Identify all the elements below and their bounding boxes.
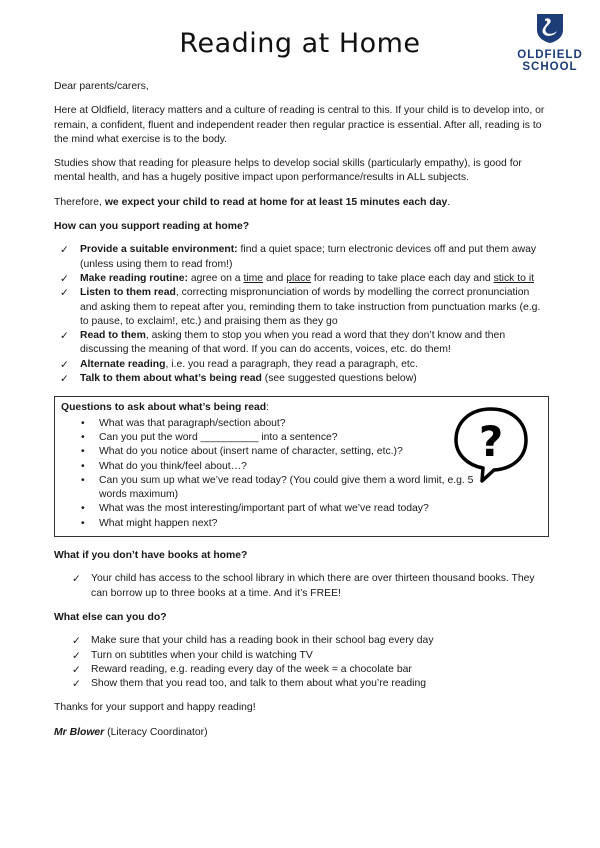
check-icon: ✓ (60, 330, 69, 343)
list-item: ✓ Show them that you read too, and talk to them about what you’re reading (72, 678, 427, 691)
question-mark-glyph: ? (478, 417, 504, 467)
list-item: • What do you notice about (insert name of character, setting, etc.)? (61, 445, 542, 459)
bullet-icon: • (81, 503, 85, 515)
check-icon: ✓ (72, 573, 81, 586)
check-icon: ✓ (60, 244, 69, 257)
check-icon: ✓ (60, 358, 69, 371)
expectation-highlight: we expect your child to read at home for at least 15 minutes each day (104, 196, 448, 208)
no-books-list (54, 572, 549, 601)
bullet-icon: • (81, 446, 85, 458)
check-icon: ✓ (60, 272, 69, 285)
list-item: ✓ Alternate reading, i.e. you read a paragraph, they read a paragraph, etc. (60, 358, 418, 371)
check-icon: ✓ (72, 663, 81, 676)
thanks-line: Thanks for your support and happy reading! (54, 702, 256, 714)
else-list (54, 634, 549, 691)
greeting: Dear parents/carers, (54, 81, 149, 92)
list-item: ✓ Your child has access to the school library in which there are over thirteen thousand books. They can borrow up to three books at a time. And it’s FREE! (72, 573, 535, 599)
list-item: ✓ Talk to them about what’s being read (see suggested questions below) (60, 373, 417, 386)
support-list (54, 243, 549, 386)
questions-list (61, 417, 542, 531)
signature-name: Mr Blower (54, 726, 105, 738)
bullet-icon: • (81, 431, 85, 443)
signature (54, 726, 549, 740)
intro-paragraph-1: Here at Oldfield, literacy matters and a culture of reading is central to this. If your child is to develop into, or remain, a confident, fluent and independent reader then regular practice is essential. After all, reading is to the mind what exercise is to the body. (54, 105, 545, 145)
page-title: Reading at Home (179, 28, 421, 59)
check-icon: ✓ (60, 287, 69, 300)
list-item: ✓ Provide a suitable environment: find a quiet space; turn electronic devices off and put them away (unless using them to read from!) (60, 244, 537, 270)
logo-text-line2: SCHOOL (522, 61, 578, 73)
questions-heading: Questions to ask about what’s being read: (61, 402, 270, 414)
questions-box (54, 396, 549, 537)
list-item: • What was the most interesting/important part of what we’ve read today? (61, 502, 542, 516)
list-item: • What was that paragraph/section about? (61, 417, 542, 431)
letter-body (54, 80, 549, 750)
else-heading: What else can you do? (54, 611, 167, 623)
check-icon: ✓ (72, 635, 81, 648)
bullet-icon: • (81, 517, 85, 529)
list-item: ✓ Read to them, asking them to stop you when you read a word that they don’t know and then discussing the meaning of that word. If you can do accents, voices, etc. do them! (60, 330, 506, 356)
list-item: ✓ Reward reading, e.g. reading every day of the week = a chocolate bar (72, 663, 412, 676)
check-icon: ✓ (72, 649, 81, 662)
list-item: • Can you sum up what we’ve read today? (You could give them a word limit, e.g. 5 words maximum) (81, 474, 474, 501)
logo-text-line1: OLDFIELD (517, 49, 583, 61)
swan-crest-icon (535, 12, 565, 44)
intro-paragraph-2: Studies show that reading for pleasure helps to develop social skills (particularly empathy), is good for mental health, and has a hugely positive impact upon performance/results in ALL subjects. (54, 158, 522, 184)
no-books-heading: What if you don’t have books at home? (54, 550, 248, 562)
list-item: • What might happen next? (61, 517, 542, 531)
list-item: ✓ Make sure that your child has a reading book in their school bag every day (72, 635, 434, 648)
bullet-icon: • (81, 474, 85, 486)
support-heading: How can you support reading at home? (54, 221, 250, 233)
bullet-icon: • (81, 460, 85, 472)
list-item: ✓ Make reading routine: agree on a time and place for reading to take place each day and stick to it (60, 272, 535, 285)
check-icon: ✓ (72, 678, 81, 691)
signature-role: (Literacy Coordinator) (104, 726, 208, 738)
expectation-paragraph: Therefore, we expect your child to read at home for at least 15 minutes each day. (54, 196, 451, 208)
check-icon: ✓ (60, 373, 69, 386)
list-item: • What do you think/feel about…? (61, 460, 542, 474)
list-item: ✓ Listen to them read, correcting mispronunciation of words by modelling the correct pronunciation and asking them to repeat after you, reminding them to take instruction from punctuation marks (e.g. to pause, to exclaim!, etc.) and praising them as they go (60, 287, 541, 327)
school-logo (510, 12, 590, 73)
list-item: ✓ Turn on subtitles when your child is watching TV (72, 649, 313, 662)
list-item: • Can you put the word __________ into a sentence? (61, 431, 542, 445)
bullet-icon: • (81, 417, 85, 429)
